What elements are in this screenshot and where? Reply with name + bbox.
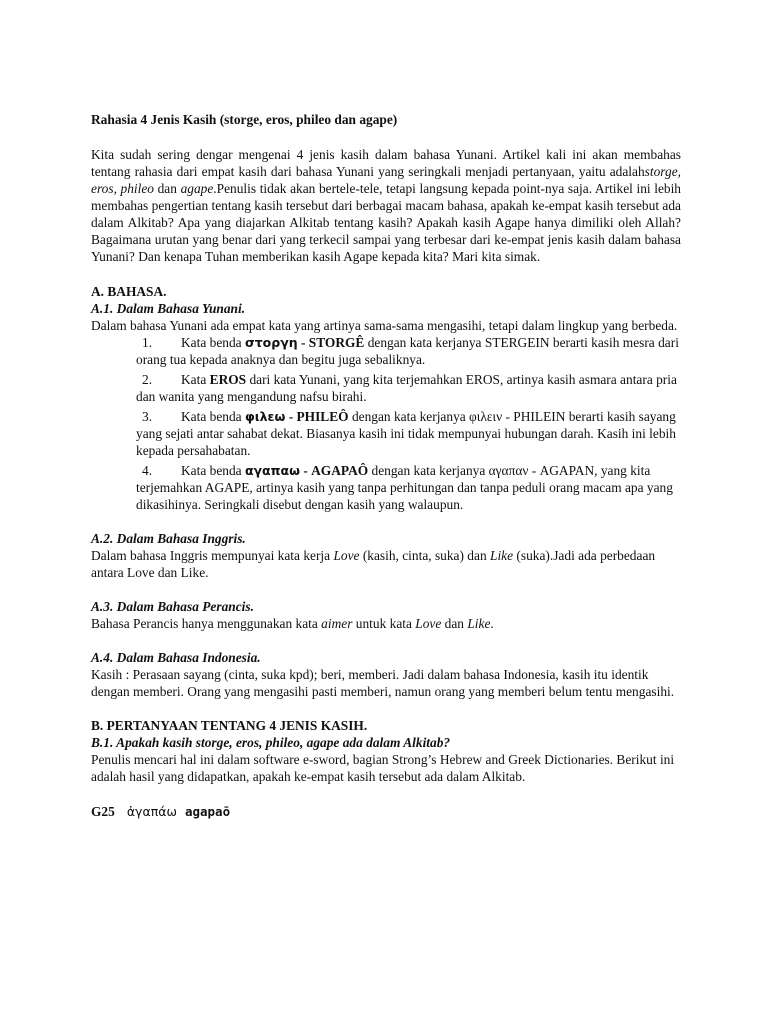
greek-word: αγαπαω	[244, 463, 300, 478]
a3-text-part: .	[490, 616, 494, 631]
b1-heading: B.1. Apakah kasih storge, eros, phileo, agape ada dalam Alkitab?	[91, 735, 451, 750]
strongs-transliteration: agapaō	[184, 804, 231, 819]
kasih-list	[91, 334, 681, 513]
strongs-code: G25	[91, 804, 115, 819]
item-post: dengan kata kerjanya αγαπαν - AGAPAN, yang kita terjemahkan AGAPE, artinya kasih yang tanpa perhitungan dan tanpa peduli orang macam apa yang dikasihinya. Seringkali disebut dengan kasih yang walaupun.	[136, 463, 673, 512]
a2-text-part: (suka).Jadi ada perbedaan antara Love dan Like.	[91, 548, 656, 580]
intro-paragraph	[91, 146, 681, 265]
list-number: 2.	[142, 372, 153, 387]
item-post: dari kata Yunani, yang kita terjemahkan EROS, artinya kasih asmara antara pria dan wanita yang mengandung nafsu birahi.	[136, 372, 677, 404]
a2-text-part: Dalam bahasa Inggris mempunyai kata kerja	[91, 548, 334, 563]
list-item	[136, 371, 681, 405]
list-item	[136, 408, 681, 459]
intro-terms: storge, eros, phileo	[91, 164, 681, 196]
a4-text: Kasih : Perasaan sayang (cinta, suka kpd); beri, memberi. Jadi dalam bahasa Indonesia, kasih itu identik dengan memberi. Orang yang mengasihi pasti memberi, namun orang yang memberi belum tentu mengasihi.	[91, 667, 675, 699]
item-post: dengan kata kerjanya φιλειν - PHILEIN berarti kasih sayang yang sejati antar sahabat dekat. Biasanya kasih ini tidak mempunyai hubungan darah. Kasih ini lebih kepada persahabatan.	[136, 409, 676, 458]
a3-love: Love	[415, 616, 442, 631]
intro-and: dan	[154, 181, 181, 196]
item-pre: Kata benda	[181, 335, 245, 350]
a3-text-part: Bahasa Perancis hanya menggunakan kata	[91, 616, 322, 631]
list-number: 3.	[142, 409, 153, 424]
a1-heading: A.1. Dalam Bahasa Yunani.	[91, 301, 246, 316]
greek-word: στοργη	[244, 335, 298, 350]
list-item	[136, 462, 681, 513]
a2-love: Love	[333, 548, 360, 563]
a3-like: Like	[467, 616, 491, 631]
section-a-heading: A. BAHASA.	[91, 284, 167, 299]
a1-text: Dalam bahasa Yunani ada empat kata yang artinya sama-sama mengasihi, tetapi dalam lingkup yang berbeda.	[91, 318, 678, 333]
a2-like: Like	[490, 548, 514, 563]
strongs-entry	[91, 803, 681, 820]
item-bold: - PHILEÔ	[285, 409, 349, 424]
a2-heading: A.2. Dalam Bahasa Inggris.	[91, 531, 246, 546]
section-b-heading: B. PERTANYAAN TENTANG 4 JENIS KASIH.	[91, 718, 368, 733]
item-pre: Kata	[181, 372, 210, 387]
list-number: 4.	[142, 463, 153, 478]
document-title: Rahasia 4 Jenis Kasih (storge, eros, phileo dan agape)	[91, 112, 398, 127]
intro-agape: agape	[180, 181, 214, 196]
a3-text	[91, 615, 681, 632]
item-bold: - AGAPAÔ	[299, 463, 369, 478]
item-bold: - STORGÊ	[297, 335, 365, 350]
item-bold: EROS	[209, 372, 247, 387]
greek-word: φιλεω	[244, 409, 286, 424]
a2-text	[91, 547, 681, 581]
intro-text-start: Kita sudah sering dengar mengenai 4 jenis kasih dalam bahasa Yunani. Artikel kali ini akan membahas tentang rahasia dari empat kasih dari bahasa Yunani yang seringkali menjadi pertanyaan, yaitu adalah	[91, 147, 681, 179]
a3-aimer: aimer	[321, 616, 353, 631]
item-pre: Kata benda	[181, 463, 245, 478]
item-post: dengan kata kerjanya STERGEIN berarti kasih mesra dari orang tua kepada anaknya dan begitu juga sebaliknya.	[136, 335, 679, 367]
b1-text: Penulis mencari hal ini dalam software e-sword, bagian Strong’s Hebrew and Greek Dictionaries. Berikut ini adalah hasil yang didapatkan, apakah ke-empat kasih tersebut ada dalam Alkitab.	[91, 752, 675, 784]
list-number: 1.	[142, 335, 153, 350]
intro-text-end: .Penulis tidak akan bertele-tele, tetapi langsung kepada point-nya saja. Artikel ini lebih membahas pengertian tentang kasih tersebut dari berbagai macam bahasa, apakah ke-empat kasih tersebut ada dalam Alkitab? Apa yang diajarkan Alkitab tentang kasih? Apakah kasih Agape hanya dimiliki oleh Allah? Bagaimana urutan yang benar dari yang terkecil sampai yang terbesar dari ke-empat jenis kasih dalam bahasa Yunani? Dan kenapa Tuhan memberikan kasih Agape kepada kita? Mari kita simak.	[91, 181, 681, 264]
a4-heading: A.4. Dalam Bahasa Indonesia.	[91, 650, 261, 665]
a3-text-part: untuk kata	[352, 616, 416, 631]
list-item	[136, 334, 681, 368]
a3-text-part: dan	[441, 616, 468, 631]
item-pre: Kata benda	[181, 409, 245, 424]
a3-heading: A.3. Dalam Bahasa Perancis.	[91, 599, 254, 614]
a2-text-part: (kasih, cinta, suka) dan	[359, 548, 490, 563]
strongs-greek: ἀγαπάω	[126, 804, 177, 819]
document-body	[91, 111, 681, 820]
